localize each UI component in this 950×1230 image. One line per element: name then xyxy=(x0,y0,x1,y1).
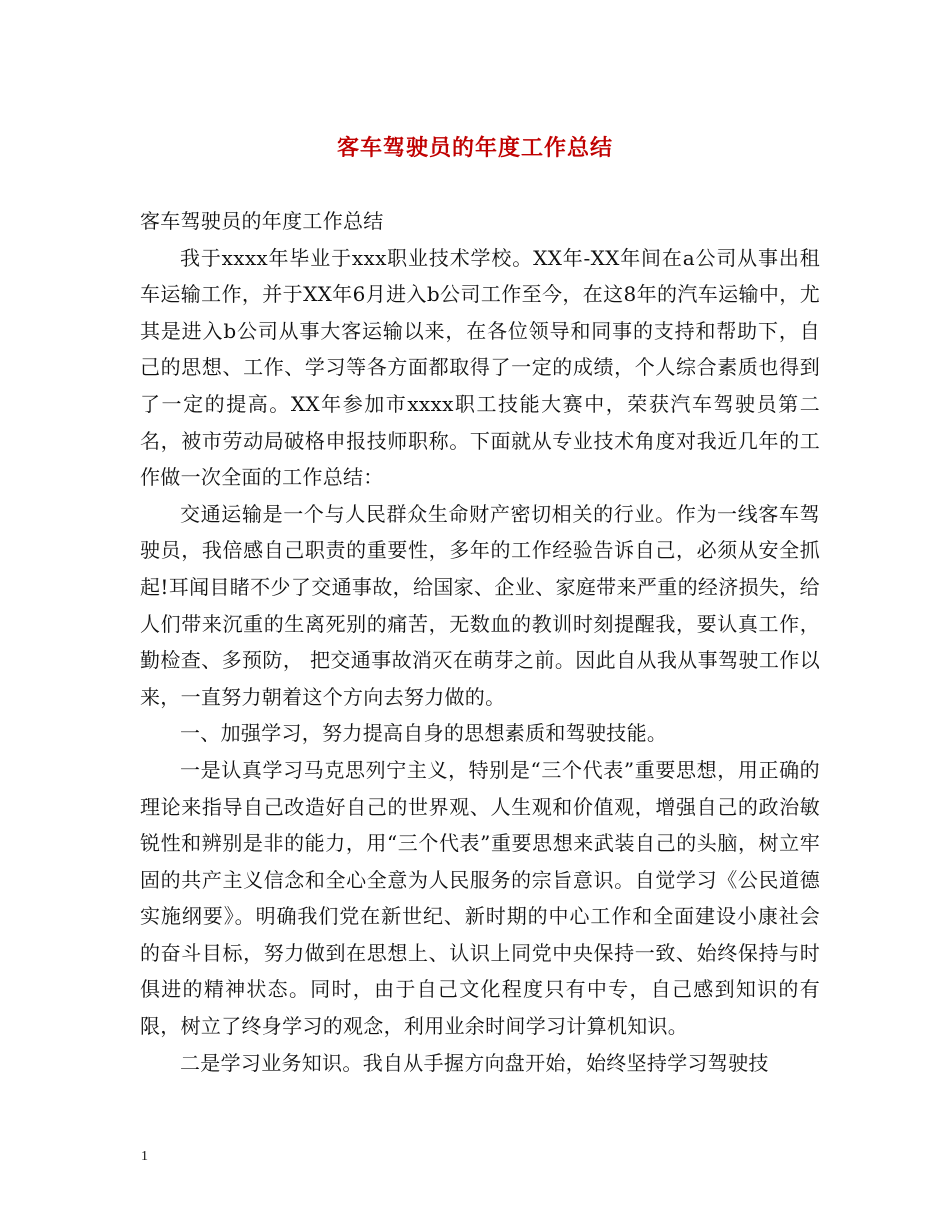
document-subtitle: 客车驾驶员的年度工作总结 xyxy=(140,209,384,233)
section-heading-study: 一、加强学习，努力提高自身的思想素质和驾驶技能。 xyxy=(180,721,668,746)
paragraph-business-study: 二是学习业务知识。我自从手握方向盘开始，始终坚持学习驾驶技 xyxy=(180,1050,769,1075)
paragraph-theory-study: 一是认真学习马克思列宁主义，特别是“三个代表”重要思想，用正确的理论来指导自己改造好自己的世界观、人生观和价值观，增强自己的政治敏锐性和辨别是非的能力，用“三个代表”重要思想来武装自己的头脑，树立牢固的共产主义信念和全心全意为人民服务的宗旨意识。自觉学习《公民道德实施纲要》。明确我们党在新世纪、新时期的中心工作和全面建设小康社会的奋斗目标，努力做到在思想上、认识上同党中央保持一致、始终保持与时俱进的精神状态。同时，由于自己文化程度只有中专，自己感到知识的有限，树立了终身学习的观念，利用业余时间学习计算机知识。 xyxy=(140,757,820,1039)
paragraph-safety: 交通运输是一个与人民群众生命财产密切相关的行业。作为一线客车驾驶员，我倍感自己职责的重要性，多年的工作经验告诉自己，必须从安全抓起!耳闻目睹不少了交通事故，给国家、企业、家庭带来严重的经济损失，给人们带来沉重的生离死别的痛苦，无数血的教训时刻提醒我，要认真工作， 勤检查、多预防， 把交通事故消灭在萌芽之前。因此自从我从事驾驶工作以来，一直努力朝着这个方向去努力做的。 xyxy=(140,501,820,709)
paragraph-intro: 我于xxxx年毕业于xxx职业技术学校。XX年-XX年间在a公司从事出租车运输工作，并于XX年6月进入b公司工作至今，在这8年的汽车运输中，尤其是进入b公司从事大客运输以来，在各位领导和同事的支持和帮助下，自己的思想、工作、学习等各方面都取得了一定的成绩，个人综合素质也得到了一定的提高。XX年参加市xxxx职工技能大赛中，荣获汽车驾驶员第二名，被市劳动局破格申报技师职称。下面就从专业技术角度对我近几年的工作做一次全面的工作总结： xyxy=(140,245,820,490)
document-title: 客车驾驶员的年度工作总结 xyxy=(336,135,613,161)
page-number: 1 xyxy=(141,1149,148,1164)
document-body xyxy=(140,203,820,1081)
